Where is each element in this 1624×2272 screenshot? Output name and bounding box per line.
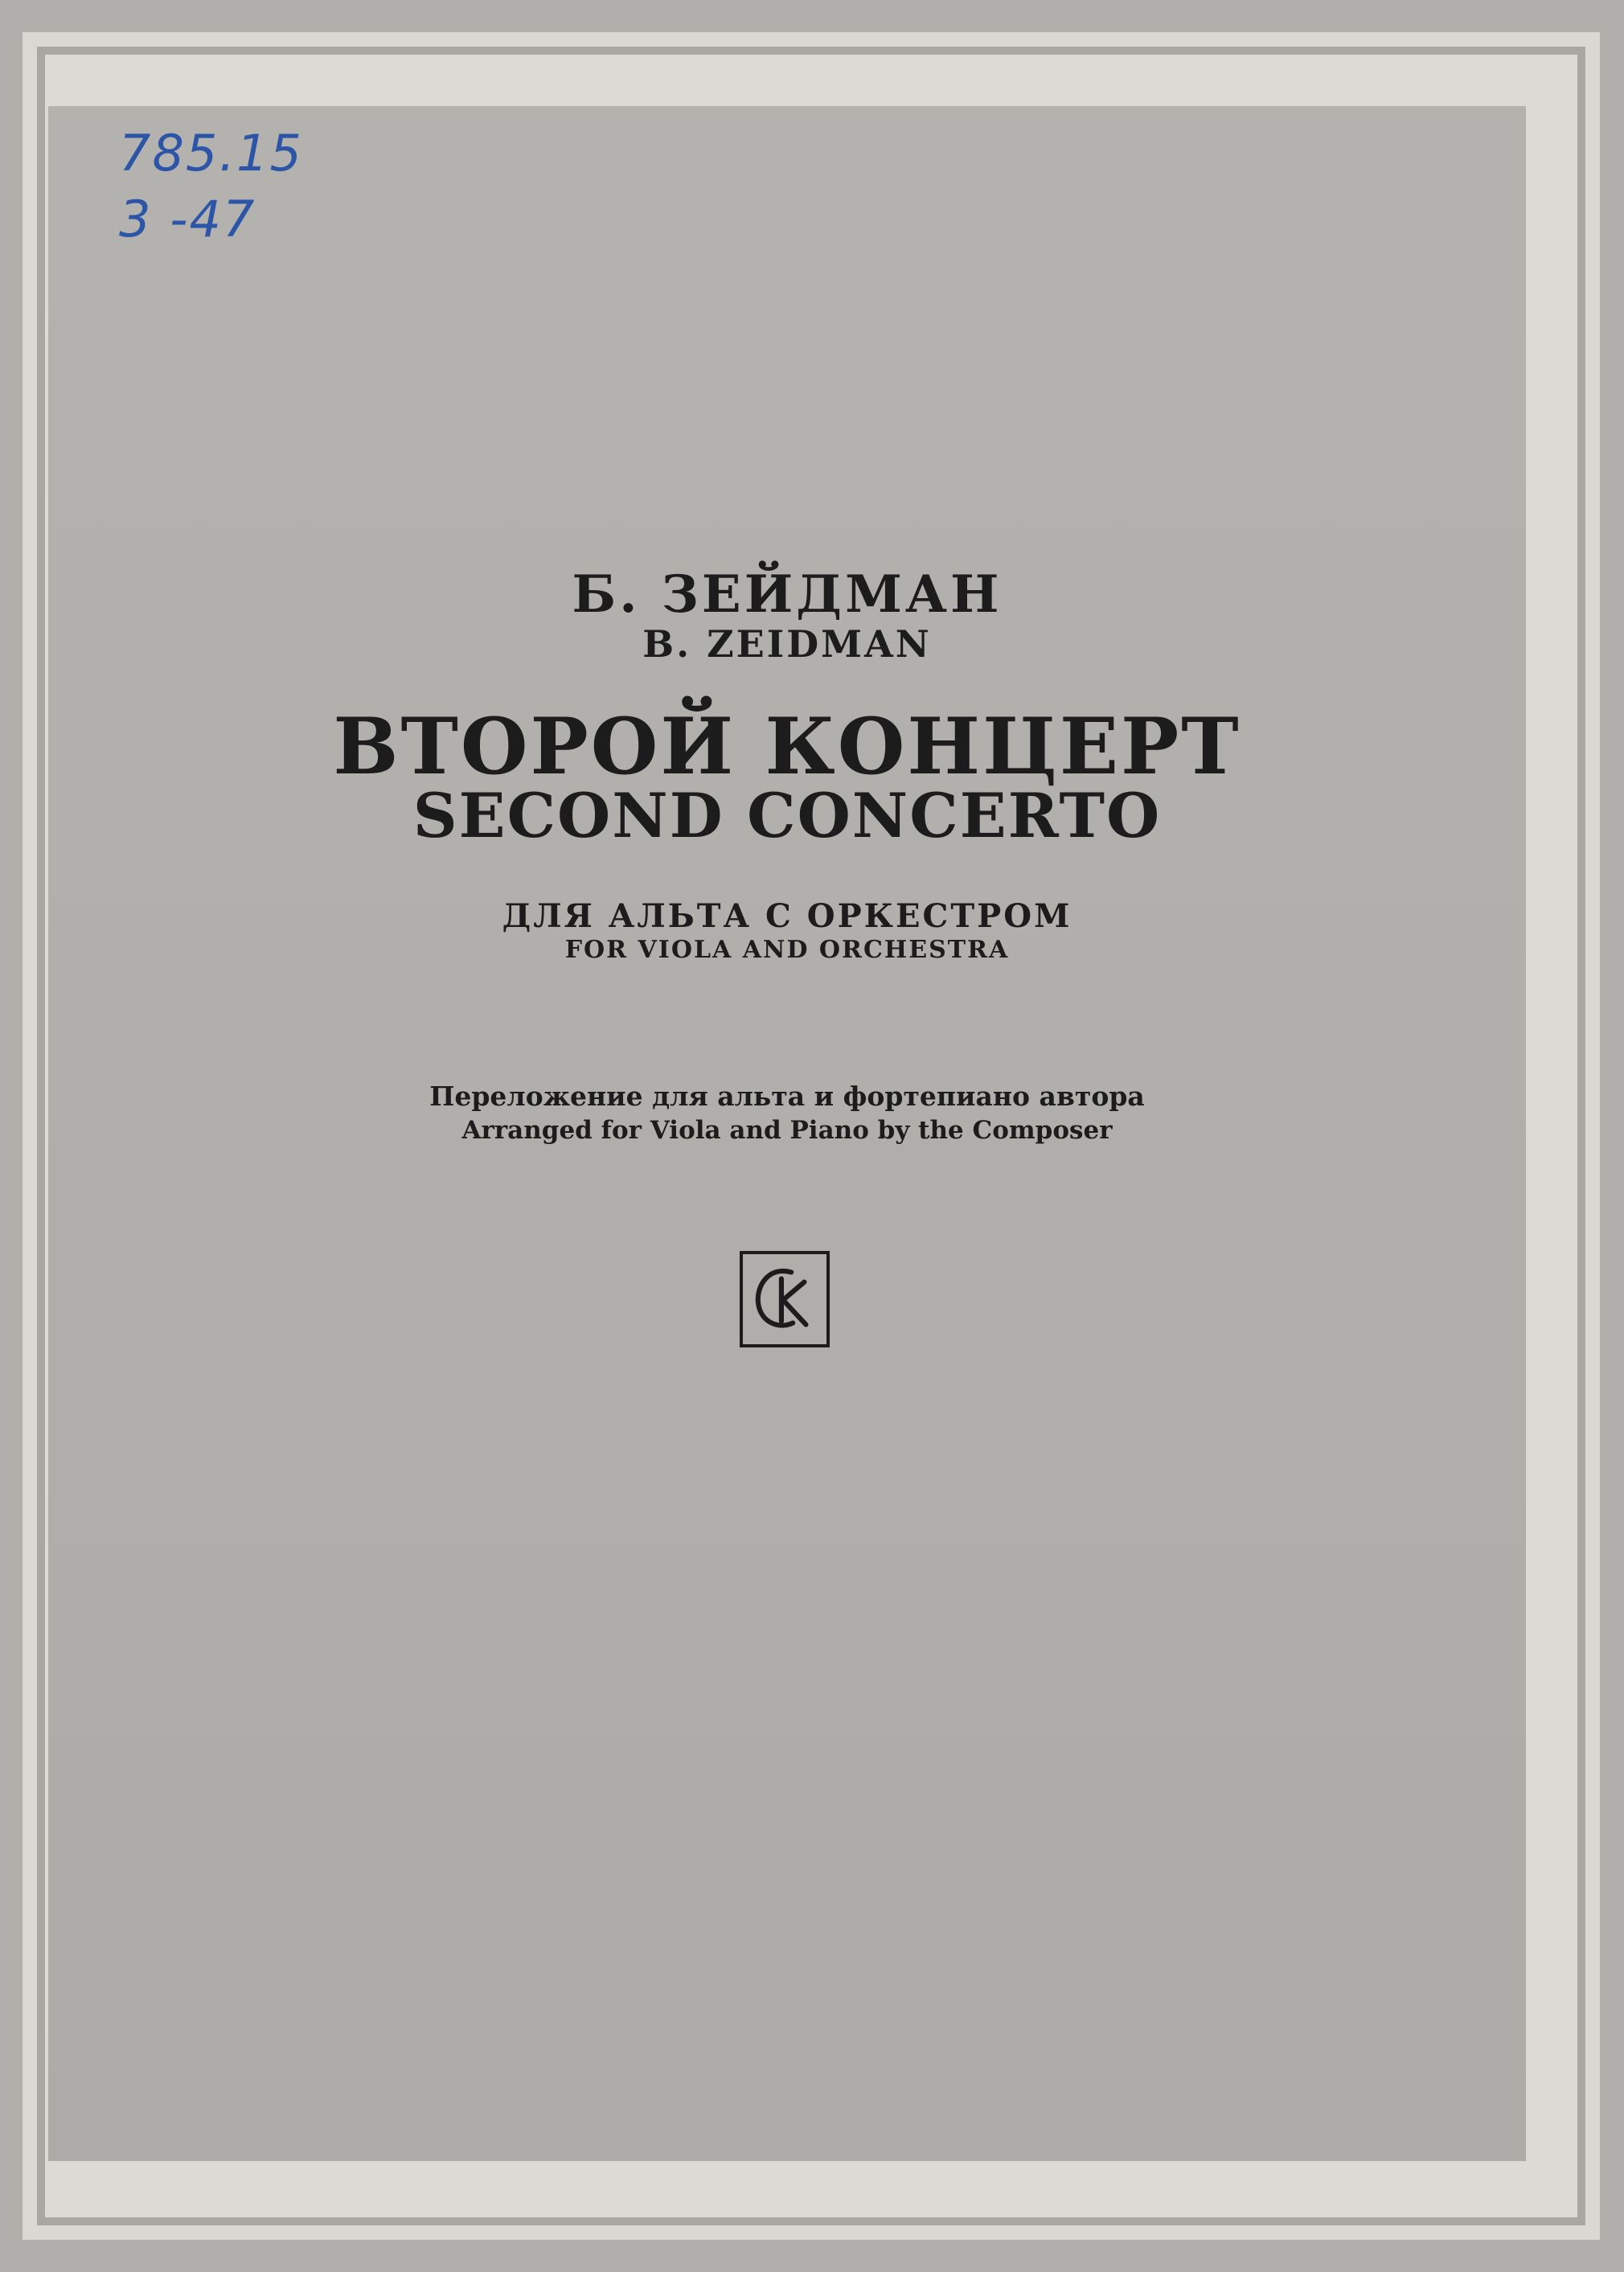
arrangement-note-ru: Переложение для альта и фортепиано автора [429,1081,1145,1112]
instrumentation-en: FOR VIOLA AND ORCHESTRA [564,936,1010,964]
call-number-line-2: 3 -47 [119,190,256,248]
instrumentation-ru: ДЛЯ АЛЬТА С ОРКЕСТРОМ [502,897,1072,935]
work-title-ru: ВТОРОЙ КОНЦЕРТ [333,701,1241,792]
work-title-en: SECOND CONCERTO [412,780,1162,851]
composer-name-en: B. ZEIDMAN [642,622,932,666]
call-number-line-1: 785.15 [119,124,303,182]
arrangement-note-en: Arranged for Viola and Piano by the Composer [461,1116,1113,1145]
publisher-monogram-icon [740,1251,830,1347]
composer-name-ru: Б. ЗЕЙДМАН [572,564,1003,625]
cover-panel [48,106,1526,2161]
